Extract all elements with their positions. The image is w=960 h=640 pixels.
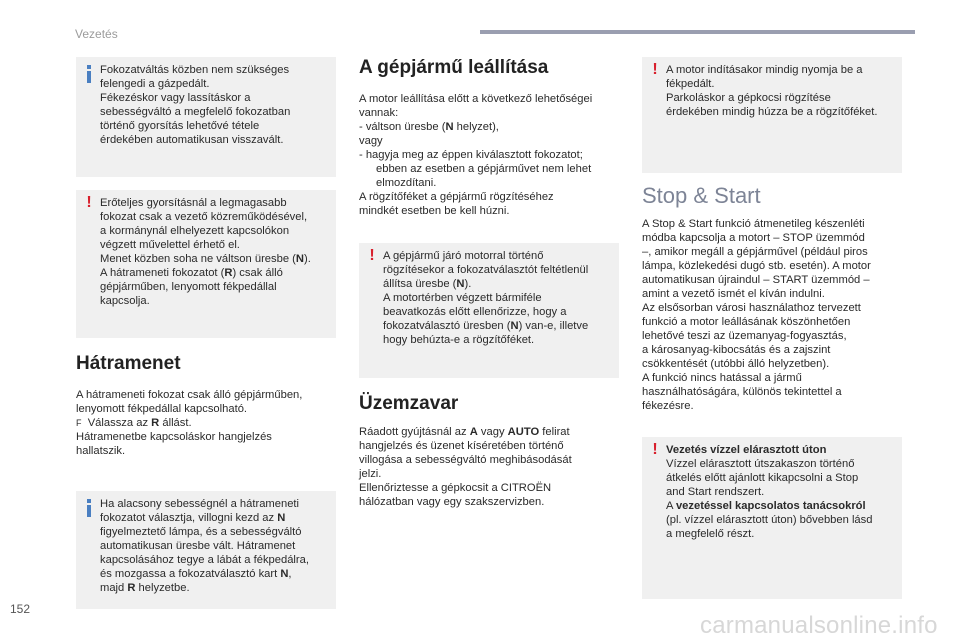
text-line: - hagyja meg az éppen kiválasztott fokozatot; — [359, 149, 583, 161]
text-line: a megfelelő részt. — [666, 528, 755, 540]
heading-malfunction: Üzemzavar — [359, 393, 459, 414]
text-line: A motor leállítása előtt a következő lehetőségei — [359, 93, 593, 105]
text-line: fokozat csak a vezető közreműködésével, — [100, 211, 308, 223]
text-line: Menet közben soha ne váltson üresbe (N). — [100, 253, 311, 265]
heading-parking: A gépjármű leállítása — [359, 57, 549, 78]
page-number: 152 — [10, 602, 31, 616]
text-line: érdekében mindig húzza be a rögzítőféket. — [666, 106, 878, 118]
text-line: (pl. vízzel elárasztott úton) bővebben lásd — [666, 514, 873, 526]
text-line: elmozdítani. — [376, 177, 437, 189]
text-line: –, amikor megáll a gépjárművel (például piros — [642, 246, 868, 258]
text-line: Fékezéskor vagy lassításkor a — [100, 92, 251, 104]
text-line: A vezetéssel kapcsolatos tanácsokról — [666, 500, 866, 512]
parking-text — [359, 92, 624, 218]
text-line: a kormánynál elhelyezett kapcsolókon — [100, 225, 290, 237]
text-line: vagy — [359, 135, 383, 147]
warning-box-flooded-road — [642, 437, 902, 599]
text-line: fokozatválasztó üresben (N) van-e, illetve — [383, 320, 589, 332]
warning-icon: ! — [652, 61, 658, 78]
section-title: Vezetés — [75, 27, 118, 41]
text-line: rögzítésekor a fokozatválasztót feltétlenül — [383, 264, 589, 276]
text-line: A funkció nincs hatással a jármű — [642, 372, 802, 384]
text-line: A hátrameneti fokozatot (R) csak álló — [100, 267, 283, 279]
text-line: hallatszik. — [76, 445, 126, 457]
text-line: automatikusan újraindul – START üzemmód – — [642, 274, 870, 286]
text-line: állítsa üresbe (N). — [383, 278, 472, 290]
text-line: A gépjármű járó motorral történő — [383, 250, 544, 262]
warning-box-acceleration — [76, 190, 336, 338]
info-icon — [82, 65, 96, 85]
text-line: A motortérben végzett bármiféle — [383, 292, 542, 304]
text-line: A motor indításakor mindig nyomja be a — [666, 64, 863, 76]
text-line: amint a vezető ismét el kíván indulni. — [642, 288, 825, 300]
text-line: lámpa, közlekedési dugó stb. esetén). A motor — [642, 260, 871, 272]
text-line: Parkoláskor a gépkocsi rögzítése — [666, 92, 831, 104]
text-line: jelzi. — [359, 468, 382, 480]
info-box-shifting — [76, 57, 336, 177]
text-line: hangjelzés és üzenet kíséretében történő — [359, 440, 564, 452]
stop-start-text — [642, 217, 912, 413]
heading-reverse: Hátramenet — [76, 353, 181, 374]
text-line: módba kapcsolja a motort – STOP üzemmód — [642, 232, 865, 244]
text-line: and Start rendszert. — [666, 486, 765, 498]
heading-stop-start: Stop & Start — [642, 183, 761, 208]
text-line: hálózatban vagy egy szakszervizben. — [359, 496, 545, 508]
watermark: carmanualsonline.info — [700, 612, 938, 639]
text-line: a károsanyag-kibocsátás és a zajszint — [642, 344, 831, 356]
text-line: Ha alacsony sebességnél a hátrameneti — [100, 498, 300, 510]
text-line: majd R helyzetbe. — [100, 582, 190, 594]
text-line: Az elsősorban városi használathoz tervezett — [642, 302, 861, 314]
reverse-text — [76, 388, 341, 458]
text-line: sebességváltó a megfelelő fokozatban — [100, 106, 291, 118]
warning-box-parking — [359, 243, 619, 378]
text-line: Hátramenetbe kapcsoláskor hangjelzés — [76, 431, 272, 443]
text-line: - váltson üresbe (N helyzet), — [359, 121, 499, 133]
warning-box-start — [642, 57, 902, 173]
text-line: lenyomott fékpedállal kapcsolható. — [76, 403, 248, 415]
text-line: kapcsolja. — [100, 295, 150, 307]
text-line: beavatkozás előtt ellenőrizze, hogy a — [383, 306, 567, 318]
text-line: villogása a sebességváltó meghibásodását — [359, 454, 572, 466]
text-line: kapcsolásához tegye a lábát a fékpedálra, — [100, 554, 309, 566]
warning-icon: ! — [86, 194, 92, 211]
text-line: fékpedált. — [666, 78, 715, 90]
info-box-reverse-speed — [76, 491, 336, 609]
info-icon — [82, 499, 96, 519]
text-line: A rögzítőféket a gépjármű rögzítéséhez — [359, 191, 554, 203]
bullet-line: F Válassza az R állást. — [76, 417, 192, 429]
text-line: Erőteljes gyorsításnál a legmagasabb — [100, 197, 287, 209]
text-line: vannak: — [359, 107, 399, 119]
bullet-marker: F — [76, 418, 82, 428]
malfunction-text — [359, 425, 624, 509]
text-line: csökkentését (utóbbi álló helyzetben). — [642, 358, 830, 370]
text-line: Fokozatváltás közben nem szükséges — [100, 64, 290, 76]
text-line: A hátrameneti fokozat csak álló gépjárműben, — [76, 389, 303, 401]
text-line: Ellenőriztesse a gépkocsit a CITROËN — [359, 482, 552, 494]
text-line: funkció a motor leállásának köszönhetően — [642, 316, 851, 328]
text-line: figyelmeztető lámpa, és a sebességváltó — [100, 526, 302, 538]
header-bar — [480, 30, 915, 34]
text-line: Ráadott gyújtásnál az A vagy AUTO felirat — [359, 426, 570, 438]
text-line: használhatóságára, különös tekintettel a — [642, 386, 842, 398]
text-line: ebben az esetben a gépjárművet nem lehet — [376, 163, 592, 175]
box-title: Vezetés vízzel elárasztott úton — [666, 444, 827, 456]
text-line: automatikusan üresbe vált. Hátramenet — [100, 540, 296, 552]
text-line: történő gyorsítás lehetővé tétele — [100, 120, 260, 132]
warning-icon: ! — [652, 441, 658, 458]
text-line: végzett művelettel érhető el. — [100, 239, 240, 251]
text-line: és mozgassa a fokozatválasztó kart N, — [100, 568, 292, 580]
text-line: érdekében automatikusan visszavált. — [100, 134, 284, 146]
text-line: felengedi a gázpedált. — [100, 78, 210, 90]
text-line: fékezésre. — [642, 400, 694, 412]
text-line: átkelés előtt ajánlott kikapcsolni a Stop — [666, 472, 859, 484]
text-line: gépjárműben, lenyomott fékpedállal — [100, 281, 277, 293]
text-line: lehetővé teszi az üzemanyag-fogyasztás, — [642, 330, 847, 342]
text-line: A Stop & Start funkció átmenetileg készenléti — [642, 218, 865, 230]
text-line: fokozatot választja, villogni kezd az N — [100, 512, 286, 524]
text-line: mindkét esetben be kell húzni. — [359, 205, 510, 217]
warning-icon: ! — [369, 247, 375, 264]
text-line: Vízzel elárasztott útszakaszon történő — [666, 458, 855, 470]
text-line: hogy behúzta-e a rögzítőféket. — [383, 334, 535, 346]
